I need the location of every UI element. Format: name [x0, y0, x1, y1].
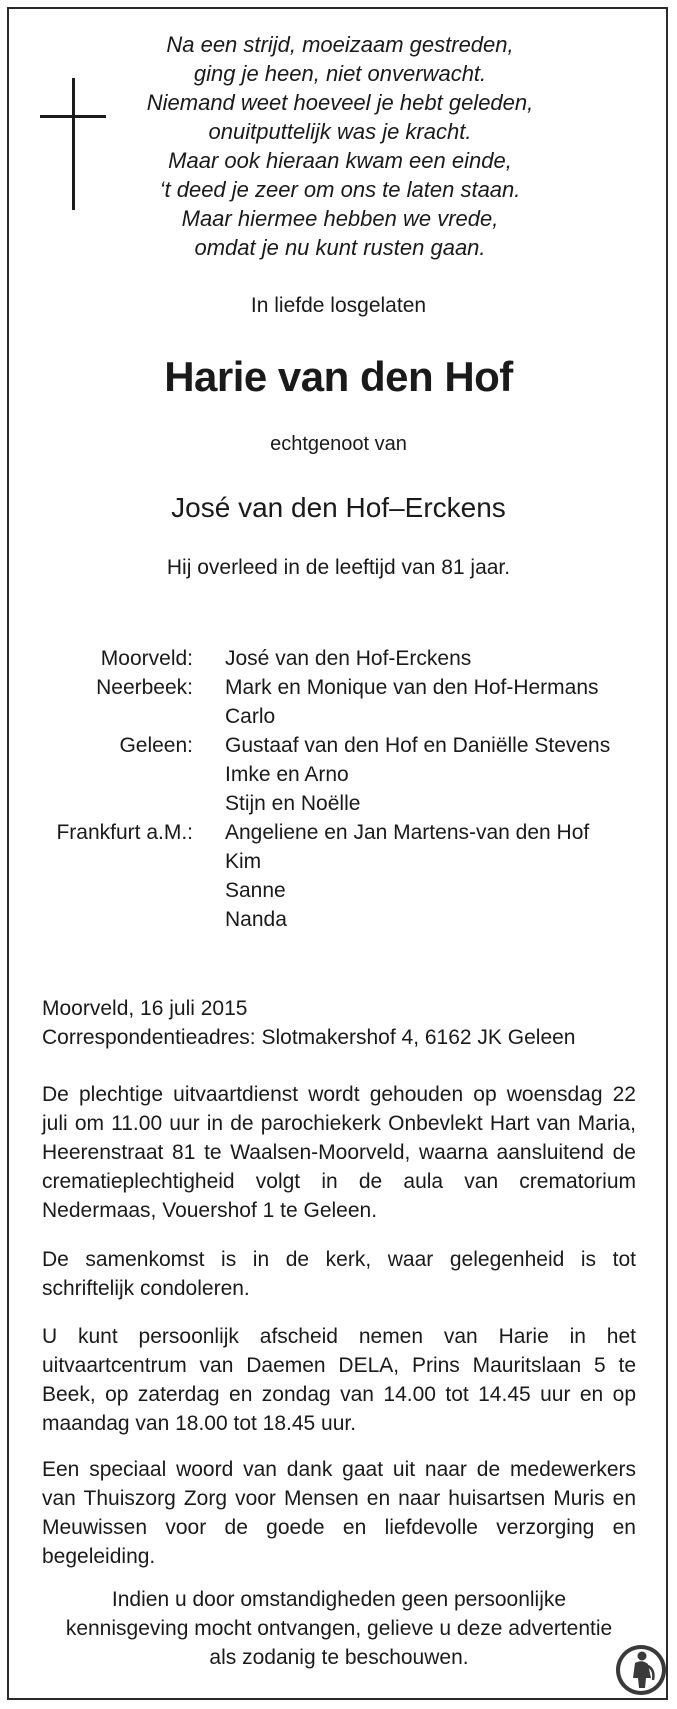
family-place: Geleen: — [119, 734, 193, 757]
closing-line: kennisgeving mocht ontvangen, gelieve u deze advertentie — [65, 1617, 613, 1640]
cross-icon — [40, 78, 106, 210]
poem — [120, 30, 560, 262]
contact-info — [42, 994, 636, 1052]
family-row — [0, 818, 677, 847]
family-row — [0, 760, 677, 789]
family-place: Frankfurt a.M.: — [56, 821, 193, 844]
correspondence-address: Correspondentieadres: Slotmakershof 4, 6162 JK Geleen — [42, 1026, 576, 1049]
family-row — [0, 731, 677, 760]
condolence-paragraph: De samenkomst is in de kerk, waar gelegenheid is tot schriftelijk condoleren. — [42, 1248, 636, 1300]
poem-line: omdat je nu kunt rusten gaan. — [194, 235, 486, 260]
family-list — [0, 644, 677, 934]
family-person: Carlo — [225, 705, 276, 728]
closing-note — [42, 1585, 636, 1672]
poem-line: Niemand weet hoeveel je hebt geleden, — [146, 90, 534, 115]
poem-line: ging je heen, niet onverwacht. — [193, 61, 487, 86]
family-row — [0, 644, 677, 673]
family-person: Stijn en Noëlle — [225, 792, 361, 815]
poem-line: Maar ook hieraan kwam een einde, — [168, 148, 512, 173]
deceased-name: Harie van den Hof — [164, 353, 513, 400]
family-place: Neerbeek: — [96, 676, 193, 699]
publisher-logo-icon — [615, 1644, 667, 1696]
family-row — [0, 847, 677, 876]
poem-line: ‘t deed je zeer om ons te laten staan. — [159, 177, 521, 202]
spouse-name: José van den Hof–Erckens — [171, 492, 506, 523]
funeral-service-paragraph: De plechtige uitvaartdienst wordt gehouden op woensdag 22 juli om 11.00 uur in de parochiekerk Onbevlekt Hart van Maria, Heerenstraat 81 te Waalsen-Moorveld, waarna aansluitend de crematieplechtigheid volgt in de aula van crematorium Nedermaas, Vouershof 1 te Geleen. — [42, 1083, 636, 1222]
family-person: Kim — [225, 850, 262, 873]
closing-line: Indien u door omstandigheden geen persoonlijke — [111, 1588, 567, 1611]
family-row — [0, 905, 677, 934]
poem-line: Maar hiermee hebben we vrede, — [181, 206, 499, 231]
family-person: Mark en Monique van den Hof-Hermans — [225, 676, 599, 699]
family-person: Gustaaf van den Hof en Daniëlle Stevens — [225, 734, 611, 757]
family-person: Imke en Arno — [225, 763, 349, 786]
closing-line: als zodanig te beschouwen. — [209, 1646, 469, 1669]
age-statement: Hij overleed in de leeftijd van 81 jaar. — [166, 556, 511, 579]
poem-line: onuitputtelijk was je kracht. — [208, 119, 472, 144]
family-person: Sanne — [225, 879, 286, 902]
family-person: José van den Hof-Erckens — [225, 647, 472, 670]
intro-text: In liefde losgelaten — [250, 294, 427, 317]
family-row — [0, 673, 677, 702]
family-row — [0, 702, 677, 731]
place-date: Moorveld, 16 juli 2015 — [42, 997, 248, 1020]
spouse-label: echtgenoot van — [270, 433, 407, 455]
family-place: Moorveld: — [100, 647, 193, 670]
family-row — [0, 876, 677, 905]
thanks-paragraph: Een speciaal woord van dank gaat uit naar de medewerkers van Thuiszorg Zorg voor Mensen en naar huisartsen Muris en Meuwissen voor de goede en liefdevolle verzorging en begeleiding. — [42, 1458, 636, 1568]
poem-line: Na een strijd, moeizaam gestreden, — [166, 32, 514, 57]
family-person: Angeliene en Jan Martens-van den Hof — [225, 821, 590, 844]
family-person: Nanda — [225, 908, 287, 931]
family-row — [0, 789, 677, 818]
farewell-paragraph: U kunt persoonlijk afscheid nemen van Harie in het uitvaartcentrum van Daemen DELA, Prins Mauritslaan 5 te Beek, op zaterdag en zondag van 14.00 tot 14.45 uur en op maandag van 18.00 tot 18.45 uur. — [42, 1325, 636, 1435]
